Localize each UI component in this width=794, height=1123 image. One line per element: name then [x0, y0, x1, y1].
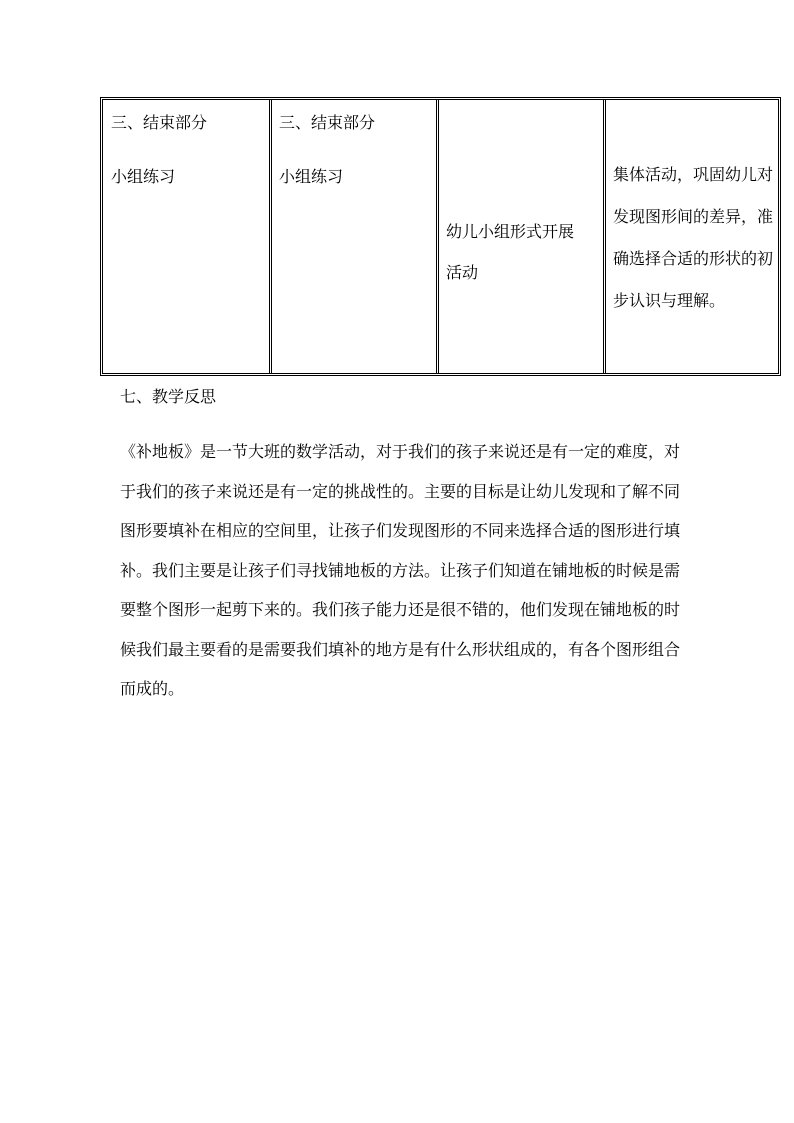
table-divider: [269, 100, 272, 373]
col3-text-line2: 活动: [446, 263, 479, 282]
col1-stage-label: 三、结束部分: [111, 113, 208, 132]
section-heading: 七、教学反思: [120, 387, 217, 406]
col4-goal-text: 集体活动，巩固幼儿对发现图形间的差异，准确选择合适的形状的初步认识与理解。: [613, 165, 774, 310]
table-divider: [603, 100, 606, 373]
col1-activity-label: 小组练习: [111, 167, 176, 186]
reflection-paragraph: 《补地板》是一节大班的数学活动，对于我们的孩子来说还是有一定的难度，对于我们的孩子来说还是有一定的挑战性的。主要的目标是让幼儿发现和了解不同图形要填补在相应的空间里，让孩子们发现图形的不同来选择合适的图形进行填补。我们主要是让孩子们寻找铺地板的方法。让孩子们知道在铺地板的时候是需要整个图形一起剪下来的。我们孩子能力还是很不错的，他们发现在铺地板的时候我们最主要看的是需要我们填补的地方是有什么形状组成的，有各个图形组合而成的。: [120, 442, 681, 698]
col3-text-line1: 幼儿小组形式开展: [446, 222, 575, 241]
col2-activity-label: 小组练习: [279, 167, 344, 186]
col2-stage-label: 三、结束部分: [279, 113, 376, 132]
activity-table: [100, 97, 781, 376]
table-divider: [436, 100, 439, 373]
